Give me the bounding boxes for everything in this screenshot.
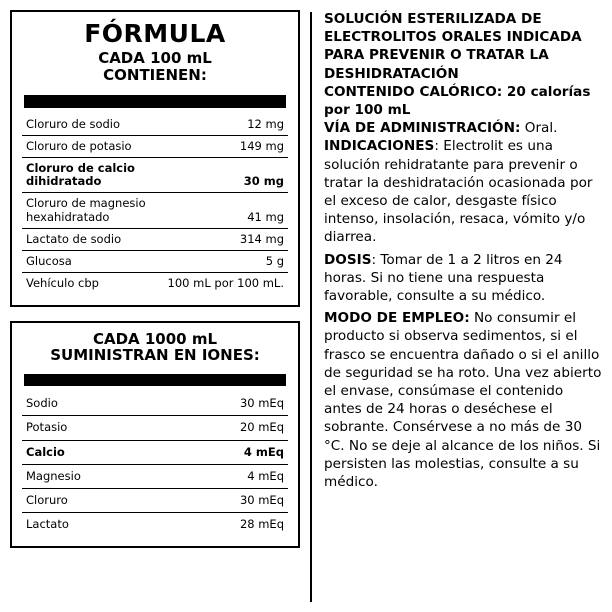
ions-table bbox=[22, 392, 288, 536]
formula-divider-bar bbox=[24, 95, 286, 108]
table-row bbox=[22, 513, 288, 537]
ion-name: Cloruro bbox=[22, 489, 165, 513]
ion-name: Magnesio bbox=[22, 464, 165, 488]
dose-label: DOSIS bbox=[324, 251, 372, 268]
table-row bbox=[22, 464, 288, 488]
ion-name: Sodio bbox=[22, 392, 165, 416]
ingredient-amount: 100 mL por 100 mL. bbox=[167, 276, 284, 291]
ion-name: Lactato bbox=[26, 517, 69, 532]
table-row bbox=[22, 158, 288, 193]
left-column bbox=[10, 10, 310, 604]
table-row bbox=[22, 416, 288, 440]
table-row bbox=[22, 135, 288, 157]
caloric-content: CONTENIDO CALÓRICO: 20 calorías por 100 mL bbox=[324, 83, 591, 119]
formula-table-body bbox=[22, 114, 288, 295]
indications-value: : Electrolit es una solución rehidratante para prevenir o tratar la deshidratación ocasionada por el exceso de calor, desgaste físico intenso, insolación, resaca, vómito y/o diarrea. bbox=[324, 138, 593, 246]
product-information bbox=[324, 10, 602, 491]
formula-subtitle-1: CADA 100 mL bbox=[98, 49, 212, 67]
usage-value: No consumir el producto si observa sedimentos, si el frasco se encuentra dañado o si el anillo de seguridad se ha roto. Una vez abierto el envase, consúmase el contenido antes de 24 horas o deséchese el sobrante. Consérvese a no más de 30 °C. No se deje al alcance de los niños. Si persisten las molestias, consulte a su médico. bbox=[324, 310, 602, 491]
table-row bbox=[22, 392, 288, 416]
ingredient-amount: 149 mg bbox=[164, 135, 288, 157]
usage-label: MODO DE EMPLEO: bbox=[324, 310, 470, 327]
ingredient-name: Lactato de sodio bbox=[22, 228, 164, 250]
ion-name: Calcio bbox=[22, 440, 165, 464]
administration-value: Oral. bbox=[520, 120, 558, 137]
ingredient-amount: 41 mg bbox=[164, 193, 288, 228]
usage bbox=[324, 309, 602, 491]
administration-label: VÍA DE ADMINISTRACIÓN: bbox=[324, 120, 521, 137]
table-row bbox=[22, 114, 288, 136]
ion-amount: 30 mEq bbox=[165, 489, 288, 513]
ingredient-name: Cloruro de calcio dihidratado bbox=[22, 158, 164, 193]
formula-subtitle-2: CONTIENEN: bbox=[103, 65, 207, 84]
ion-amount: 4 mEq bbox=[165, 440, 288, 464]
ingredient-name: Glucosa bbox=[22, 251, 164, 273]
dose bbox=[324, 251, 602, 306]
formula-title: FÓRMULA bbox=[84, 19, 226, 48]
ion-amount: 28 mEq bbox=[239, 517, 284, 532]
table-row bbox=[22, 228, 288, 250]
formula-panel bbox=[10, 10, 300, 307]
dose-value: : Tomar de 1 a 2 litros en 24 horas. Si no tiene una respuesta favorable, consulte a su médico. bbox=[324, 251, 563, 305]
ions-subtitle-2: SUMINISTRAN EN IONES: bbox=[50, 346, 260, 365]
table-row bbox=[22, 273, 288, 295]
ingredient-amount: 12 mg bbox=[164, 114, 288, 136]
ingredient-name: Cloruro de potasio bbox=[22, 135, 164, 157]
ions-divider-bar bbox=[24, 374, 286, 386]
indications-label: INDICACIONES bbox=[324, 138, 435, 155]
administration-route bbox=[324, 119, 602, 137]
ingredient-amount: 5 g bbox=[164, 251, 288, 273]
ions-panel bbox=[10, 321, 300, 549]
ingredient-name: Vehículo cbp bbox=[26, 276, 99, 291]
indications bbox=[324, 137, 602, 246]
formula-ingredients-table bbox=[22, 114, 288, 295]
ion-amount: 4 mEq bbox=[165, 464, 288, 488]
table-row bbox=[22, 440, 288, 464]
ion-amount: 20 mEq bbox=[165, 416, 288, 440]
ingredient-name: Cloruro de magnesio hexahidratado bbox=[22, 193, 164, 228]
table-row bbox=[22, 251, 288, 273]
ion-name: Potasio bbox=[22, 416, 165, 440]
ion-amount: 30 mEq bbox=[165, 392, 288, 416]
table-row bbox=[22, 193, 288, 228]
ions-subtitle-1: CADA 1000 mL bbox=[92, 329, 218, 348]
ingredient-name: Cloruro de sodio bbox=[22, 114, 164, 136]
ingredient-amount: 314 mg bbox=[164, 228, 288, 250]
table-row bbox=[22, 489, 288, 513]
ingredient-amount: 30 mg bbox=[164, 158, 288, 193]
product-heading: SOLUCIÓN ESTERILIZADA DE ELECTROLITOS ORALES INDICADA PARA PREVENIR O TRATAR LA DESHIDRATACIÓN bbox=[324, 11, 582, 82]
ions-table-body bbox=[22, 392, 288, 536]
right-column bbox=[312, 10, 602, 604]
